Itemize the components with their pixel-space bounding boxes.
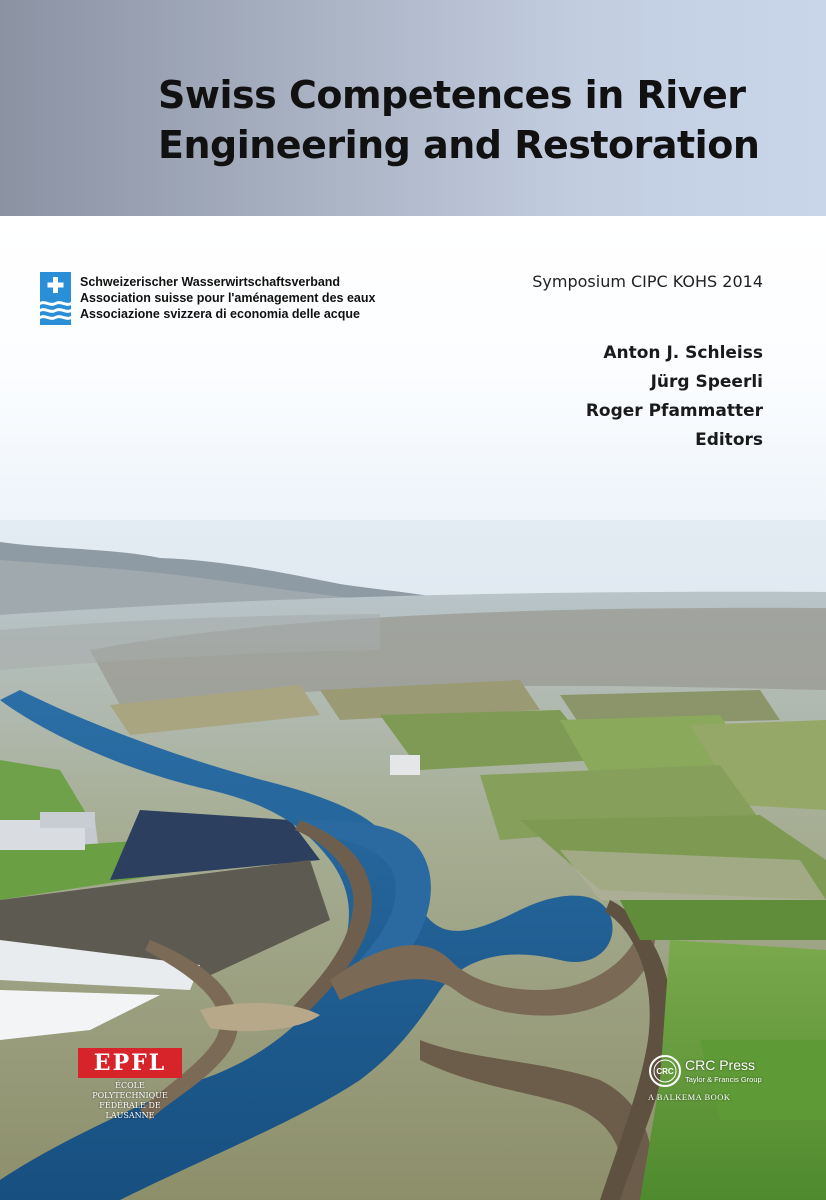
title-line-2: Engineering and Restoration bbox=[158, 123, 760, 167]
swiss-cross-waves-icon bbox=[40, 272, 71, 325]
symposium-label: Symposium CIPC KOHS 2014 bbox=[532, 272, 763, 291]
publisher-group: Taylor & Francis Group bbox=[685, 1075, 762, 1084]
editors-label: Editors bbox=[695, 430, 763, 450]
publisher-name: CRC Press bbox=[685, 1057, 756, 1073]
editors-block bbox=[586, 339, 763, 455]
association-name-de: Schweizerischer Wasserwirtschaftsverband bbox=[80, 275, 341, 289]
epfl-name bbox=[78, 1081, 182, 1121]
association-block bbox=[40, 272, 420, 328]
epfl-line-2: FÉDÉRALE DE LAUSANNE bbox=[99, 1101, 161, 1120]
editor-name: Roger Pfammatter bbox=[585, 401, 763, 421]
association-name-fr: Association suisse pour l'aménagement des eaux bbox=[80, 291, 376, 305]
crc-press-logo-icon bbox=[648, 1054, 682, 1088]
epfl-line-1: ÉCOLE POLYTECHNIQUE bbox=[92, 1081, 168, 1100]
publisher-logo bbox=[648, 1054, 788, 1106]
title-band bbox=[0, 0, 826, 216]
epfl-logo-text: EPFL bbox=[93, 1050, 167, 1076]
epfl-mark bbox=[78, 1048, 182, 1078]
association-name-it: Associazione svizzera di economia delle acque bbox=[80, 307, 360, 321]
publisher-imprint: A BALKEMA BOOK bbox=[648, 1092, 731, 1102]
crc-logo-text: CRC bbox=[656, 1067, 674, 1076]
association-names bbox=[80, 274, 375, 322]
title-line-1: Swiss Competences in River bbox=[158, 73, 746, 117]
epfl-logo bbox=[78, 1048, 182, 1120]
editor-name: Anton J. Schleiss bbox=[603, 343, 763, 363]
book-title bbox=[158, 70, 759, 170]
editor-name: Jürg Speerli bbox=[650, 372, 763, 392]
